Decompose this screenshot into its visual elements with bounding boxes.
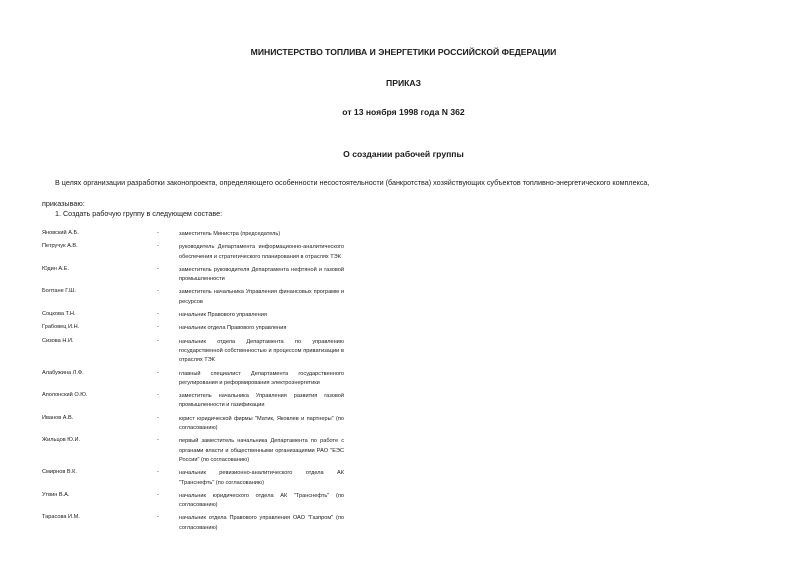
document-date-number: от 13 ноября 1998 года N 362	[342, 107, 465, 117]
member-name: Утвин В.А.	[42, 491, 70, 498]
member-row	[42, 288, 344, 311]
member-dash: -	[157, 491, 159, 498]
member-row	[42, 392, 344, 415]
member-role: начальник отдела Департамента по управлению государственной собственностью и процессом приватизации в отраслях ТЭК	[179, 338, 344, 364]
member-role: заместитель Министра (председатель)	[179, 231, 281, 237]
member-dash: -	[157, 243, 159, 250]
member-dash: -	[157, 288, 159, 295]
member-name: Смирнов В.К.	[42, 469, 77, 476]
member-dash: -	[157, 514, 159, 521]
member-row	[42, 243, 344, 266]
working-group-members-table	[42, 230, 344, 537]
member-row	[42, 324, 344, 337]
member-dash: -	[157, 230, 159, 236]
member-name: Болтане Г.Ш.	[42, 288, 76, 295]
preamble-paragraph: В целях организации разработки законопроекта, определяющего особенности несостоятельности (банкротства) хозяйствующих субъектов топливно-энергетического комплекса,	[55, 178, 650, 187]
member-row	[42, 370, 344, 393]
member-row	[42, 415, 344, 438]
member-row	[42, 311, 344, 324]
ministry-title: МИНИСТЕРСТВО ТОПЛИВА И ЭНЕРГЕТИКИ РОССИЙСКОЙ ФЕДЕРАЦИИ	[250, 47, 557, 57]
member-role: заместитель начальника Управления финансовых программ и ресурсов	[179, 289, 344, 305]
member-name: Соцкова Т.Н.	[42, 311, 76, 318]
member-name: Петручук А.В.	[42, 243, 78, 250]
member-row	[42, 514, 344, 537]
member-role: первый заместитель начальника Департамента по работе с органами власти и общественными организациями РАО "ЕЭС России" (по согласованию)	[179, 438, 344, 463]
member-name: Сизова Н.И.	[42, 337, 74, 344]
member-role: начальник отдела Правового управления ОАО "Газпром" (по согласованию)	[179, 515, 344, 531]
member-name: Тарасова И.М.	[42, 514, 80, 521]
member-name: Иванов А.В.	[42, 414, 74, 421]
member-role: заместитель руководителя Департамента нефтяной и газовой промышленности	[179, 266, 344, 283]
member-role: заместитель начальника Управления развития газовой промышленности и газификации	[179, 393, 344, 409]
member-dash: -	[157, 392, 159, 399]
member-name: Жильцов Ю.И.	[42, 437, 81, 444]
member-dash: -	[157, 337, 159, 344]
member-dash: -	[157, 369, 159, 376]
member-name: Яновский А.Б.	[42, 230, 79, 236]
member-row	[42, 338, 344, 370]
member-role: юрист юридической фирмы "Матик, Яковлев и партнеры" (по согласованию)	[179, 415, 344, 432]
member-role: начальник юридического отдела АК "Транснефть" (по согласованию)	[179, 492, 344, 509]
orders-word: приказываю:	[42, 199, 85, 208]
member-name: Юдин А.Е.	[42, 265, 70, 272]
member-dash: -	[157, 414, 159, 421]
member-dash: -	[157, 437, 159, 444]
document-subject: О создании рабочей группы	[343, 149, 464, 159]
item-1-text: 1. Создать рабочую группу в следующем составе:	[55, 209, 223, 218]
member-dash: -	[157, 265, 159, 272]
member-row	[42, 437, 344, 469]
member-role: главный специалист Департамента государственного регулирования и реформирования электроэнергетики	[179, 370, 344, 386]
member-name: Грабовец И.Н.	[42, 324, 80, 331]
member-name: Алабужина Л.Ф.	[42, 369, 84, 376]
member-role: начальник ревизионно-аналитического отдела АК "Транснефть" (по согласованию)	[179, 470, 344, 486]
member-role: начальник отдела Правового управления	[179, 325, 287, 332]
member-dash: -	[157, 469, 159, 476]
member-name: Аполонский О.Ю.	[42, 392, 88, 399]
member-row	[42, 492, 344, 515]
member-row	[42, 469, 344, 492]
member-role: руководитель Департамента информационно-аналитического обеспечения и стратегического планирования в отраслях ТЭК	[179, 244, 344, 260]
document-type: ПРИКАЗ	[386, 78, 421, 88]
member-row	[42, 230, 344, 243]
member-dash: -	[157, 324, 159, 331]
member-dash: -	[157, 311, 159, 318]
members-table-body	[42, 230, 344, 537]
member-role: начальник Правового управления	[179, 312, 267, 319]
member-row	[42, 266, 344, 289]
